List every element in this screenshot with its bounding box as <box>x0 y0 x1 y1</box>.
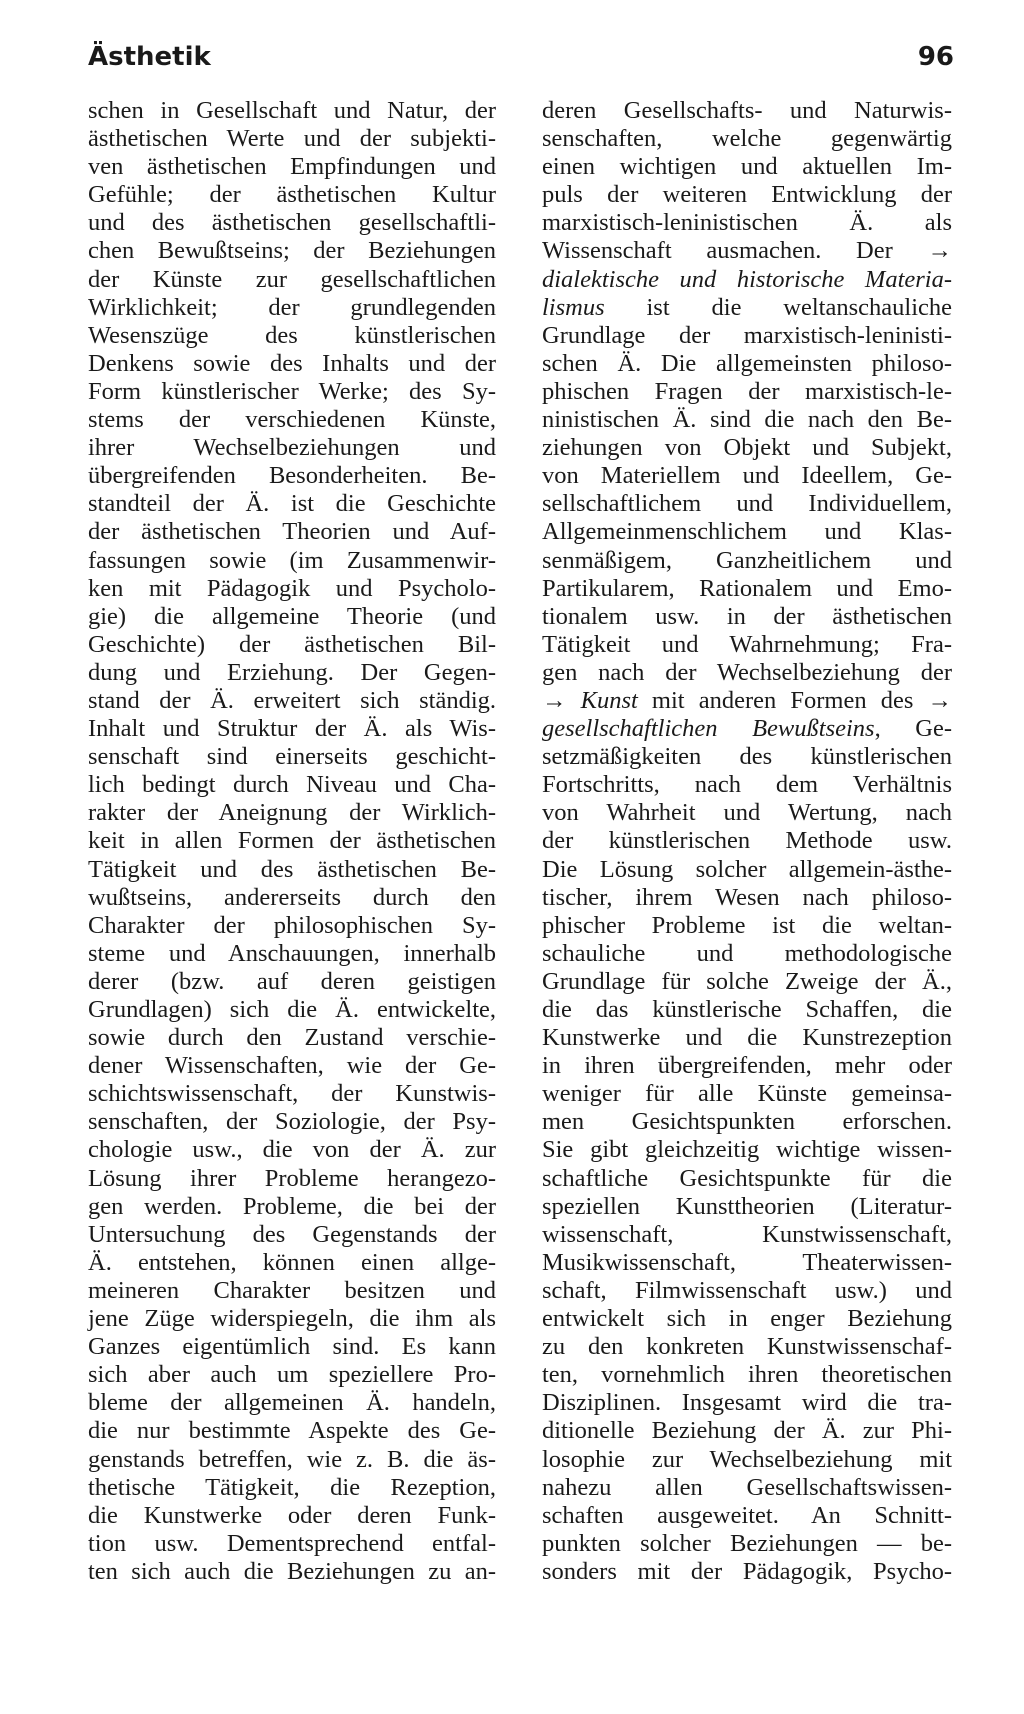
text-segment: senschaft sind einerseits geschicht- <box>88 743 496 771</box>
text-segment: Gefühle; der ästhetischen Kultur <box>88 181 496 209</box>
text-segment: sonders mit der Pädagogik, Psycho- <box>542 1557 952 1585</box>
text-segment: schen Ä. Die allgemeinsten philoso- <box>542 349 952 377</box>
text-segment: zu den konkreten Kunstwissenschaf- <box>542 1333 952 1361</box>
text-line <box>542 237 952 265</box>
text-line <box>542 912 952 940</box>
text-segment: Lösung ihrer Probleme herangezo- <box>88 1164 496 1192</box>
text-segment: Sie gibt gleichzeitig wichtige wissen- <box>542 1136 952 1164</box>
text-line <box>88 181 496 209</box>
text-line <box>88 1333 496 1361</box>
text-line <box>88 771 496 799</box>
text-segment: Kunstwerke und die Kunstrezeption <box>542 1024 952 1052</box>
text-line <box>88 237 496 265</box>
text-segment: einen wichtigen und aktuellen Im- <box>542 153 952 181</box>
text-segment: stand der Ä. erweitert sich ständig. <box>88 686 496 714</box>
text-line <box>88 1361 496 1389</box>
text-line <box>542 799 952 827</box>
text-segment: ziehungen von Objekt und Subjekt, <box>542 434 952 462</box>
text-line <box>88 1502 496 1530</box>
text-line <box>88 209 496 237</box>
text-segment: fassungen sowie (im Zusammenwir- <box>88 546 496 574</box>
text-segment: gie) die allgemeine Theorie (und <box>88 602 496 630</box>
text-segment: der Künste zur gesellschaftlichen <box>88 265 496 293</box>
text-line <box>88 350 496 378</box>
text-segment: schen in Gesellschaft und Natur, der <box>88 97 496 124</box>
text-segment: Ganzes eigentümlich sind. Es kann <box>88 1333 496 1361</box>
text-segment: ihrer Wechselbeziehungen und <box>88 434 496 462</box>
text-line <box>88 1052 496 1080</box>
text-segment: Ä. entstehen, können einen allge- <box>88 1248 496 1276</box>
text-segment: sowie durch den Zustand verschie- <box>88 1024 496 1052</box>
text-segment: übergreifenden Besonderheiten. Be- <box>88 462 496 490</box>
text-line <box>88 1193 496 1221</box>
text-line <box>542 1417 952 1445</box>
text-line <box>88 1221 496 1249</box>
text-segment: Fortschritts, nach dem Verhältnis <box>542 771 952 799</box>
text-line <box>88 715 496 743</box>
text-line <box>542 1277 952 1305</box>
text-line <box>88 1277 496 1305</box>
text-segment: deren Gesellschafts- und Naturwis- <box>542 97 952 124</box>
running-head <box>88 42 954 82</box>
text-segment: chen Bewußtseins; der Beziehungen <box>88 237 496 265</box>
text-line <box>542 1136 952 1164</box>
page-number: 96 <box>917 42 954 72</box>
text-segment: ten, vornehmlich ihren theoretischen <box>542 1361 952 1389</box>
text-line <box>542 266 952 294</box>
text-line <box>542 1080 952 1108</box>
text-line <box>542 1558 952 1586</box>
text-line <box>88 603 496 631</box>
text-segment: die das künstlerische Schaffen, die <box>542 996 952 1023</box>
text-segment: Wissenschaft ausmachen. Der → <box>542 237 952 265</box>
text-line <box>88 462 496 490</box>
text-line <box>542 1389 952 1417</box>
text-segment: sellschaftlichem und Individuellem, <box>542 490 952 518</box>
text-line <box>88 1024 496 1052</box>
text-line <box>88 1249 496 1277</box>
text-segment: lich bedingt durch Niveau und Cha- <box>88 771 496 799</box>
text-segment: weniger für alle Künste gemeinsa- <box>542 1080 952 1108</box>
text-segment: entwickelt sich in enger Beziehung <box>542 1305 952 1333</box>
text-line <box>88 125 496 153</box>
text-segment: punkten solcher Beziehungen — be- <box>542 1529 952 1557</box>
text-line <box>542 181 952 209</box>
text-segment: Grundlage der marxistisch-leninisti- <box>542 321 952 349</box>
text-line <box>88 884 496 912</box>
text-line <box>88 322 496 350</box>
text-line <box>88 97 496 125</box>
text-line <box>542 856 952 884</box>
text-line <box>542 294 952 322</box>
text-segment: , Ge- <box>874 715 952 743</box>
text-segment: der künstlerischen Methode usw. <box>542 827 952 855</box>
text-segment: Wirklichkeit; der grundlegenden <box>88 293 496 321</box>
text-segment: von Materiellem und Ideellem, Ge- <box>542 462 952 490</box>
text-line <box>542 968 952 996</box>
text-line <box>88 547 496 575</box>
text-segment: Partikularem, Rationalem und Emo- <box>542 574 952 602</box>
text-segment: setzmäßigkeiten des künstlerischen <box>542 743 952 771</box>
text-segment: Die Lösung solcher allgemein-ästhe- <box>542 855 952 883</box>
text-line <box>542 518 952 546</box>
text-segment: die nur bestimmte Aspekte des Ge- <box>88 1417 496 1445</box>
italic-term: dialektische und historische Materia- <box>542 265 952 293</box>
text-line <box>542 1530 952 1558</box>
text-line <box>88 1530 496 1558</box>
text-segment: Untersuchung des Gegenstands der <box>88 1220 496 1248</box>
text-line <box>88 266 496 294</box>
text-line <box>88 518 496 546</box>
text-segment: tischer, ihrem Wesen nach philoso- <box>542 883 952 911</box>
text-segment: losophie zur Wechselbeziehung mit <box>542 1445 952 1473</box>
text-line <box>88 1080 496 1108</box>
text-line <box>88 1108 496 1136</box>
text-segment: dung und Erziehung. Der Gegen- <box>88 658 496 686</box>
text-line <box>542 490 952 518</box>
text-segment: in ihren übergreifenden, mehr oder <box>542 1052 952 1080</box>
text-segment: Charakter der philosophischen Sy- <box>88 911 496 939</box>
text-segment: standteil der Ä. ist die Geschichte <box>88 490 496 518</box>
text-segment: schaft, Filmwissenschaft usw.) und <box>542 1276 952 1304</box>
text-segment: wissenschaft, Kunstwissenschaft, <box>542 1220 952 1248</box>
text-segment: von Wahrheit und Wertung, nach <box>542 799 952 827</box>
text-line <box>88 996 496 1024</box>
text-line <box>542 1305 952 1333</box>
text-line <box>542 884 952 912</box>
text-segment: dener Wissenschaften, wie der Ge- <box>88 1052 496 1080</box>
text-line <box>542 631 952 659</box>
text-line <box>542 209 952 237</box>
text-segment: chologie usw., die von der Ä. zur <box>88 1136 496 1164</box>
text-line <box>88 856 496 884</box>
text-segment: ditionelle Beziehung der Ä. zur Phi- <box>542 1417 952 1445</box>
text-line <box>542 153 952 181</box>
text-segment: ninistischen Ä. sind die nach den Be- <box>542 406 952 434</box>
text-line <box>88 1389 496 1417</box>
text-line <box>542 1446 952 1474</box>
text-segment: Tätigkeit und Wahrnehmung; Fra- <box>542 630 952 658</box>
text-line <box>542 350 952 378</box>
text-column-right <box>542 97 952 1586</box>
text-line <box>88 1305 496 1333</box>
text-line <box>88 968 496 996</box>
text-line <box>88 912 496 940</box>
text-segment: Form künstlerischer Werke; des Sy- <box>88 377 496 405</box>
text-line <box>542 1193 952 1221</box>
text-line <box>542 434 952 462</box>
text-line <box>88 1136 496 1164</box>
text-line <box>88 575 496 603</box>
text-line <box>88 490 496 518</box>
text-segment: Grundlagen) sich die Ä. entwickelte, <box>88 996 496 1023</box>
text-line <box>88 1165 496 1193</box>
text-segment: ten sich auch die Beziehungen zu an- <box>88 1557 496 1585</box>
text-segment: puls der weiteren Entwicklung der <box>542 181 952 209</box>
text-segment: Grundlage für solche Zweige der Ä., <box>542 967 952 995</box>
text-line <box>542 1502 952 1530</box>
text-segment: wußtseins, andererseits durch den <box>88 883 496 911</box>
text-segment: ästhetischen Werte und der subjekti- <box>88 125 496 153</box>
text-line <box>88 1417 496 1445</box>
text-segment: Allgemeinmenschlichem und Klas- <box>542 518 952 546</box>
text-line <box>542 1108 952 1136</box>
text-line <box>88 378 496 406</box>
text-line <box>542 771 952 799</box>
text-segment: ist die weltanschauliche <box>604 293 952 321</box>
page-title: Ästhetik <box>88 42 211 72</box>
text-segment: jene Züge widerspiegeln, die ihm als <box>88 1305 496 1333</box>
text-segment: genstands betreffen, wie z. B. die äs- <box>88 1445 496 1473</box>
text-segment: Disziplinen. Insgesamt wird die tra- <box>542 1389 952 1417</box>
text-segment: gen werden. Probleme, die bei der <box>88 1192 496 1220</box>
text-line <box>88 687 496 715</box>
text-line <box>542 996 952 1024</box>
text-segment: ken mit Pädagogik und Psycholo- <box>88 574 496 602</box>
text-segment: tionalem usw. in der ästhetischen <box>542 602 952 630</box>
text-segment: senmäßigem, Ganzheitlichem und <box>542 546 952 574</box>
italic-term: gesellschaftlichen Bewußtseins <box>542 715 875 743</box>
text-segment: schauliche und methodologische <box>542 939 952 967</box>
text-line <box>542 1249 952 1277</box>
text-segment: steme und Anschauungen, innerhalb <box>88 939 496 967</box>
text-segment: senschaften, welche gegenwärtig <box>542 125 952 153</box>
text-segment: ven ästhetischen Empfindungen und <box>88 153 496 181</box>
text-line <box>542 715 952 743</box>
text-line <box>542 1221 952 1249</box>
italic-term: lismus <box>542 293 605 321</box>
text-segment: Musikwissenschaft, Theaterwissen- <box>542 1248 952 1276</box>
text-segment: und des ästhetischen gesellschaftli- <box>88 209 496 237</box>
text-line <box>88 743 496 771</box>
text-line <box>88 1446 496 1474</box>
text-line <box>542 827 952 855</box>
text-line <box>542 378 952 406</box>
text-line <box>542 743 952 771</box>
text-line <box>542 659 952 687</box>
text-segment: schichtswissenschaft, der Kunstwis- <box>88 1080 496 1108</box>
text-segment: tion usw. Dementsprechend entfal- <box>88 1529 496 1557</box>
text-line <box>88 1474 496 1502</box>
text-segment: speziellen Kunsttheorien (Literatur- <box>542 1192 952 1220</box>
text-line <box>542 1474 952 1502</box>
text-segment: bleme der allgemeinen Ä. handeln, <box>88 1389 496 1417</box>
text-segment: derer (bzw. auf deren geistigen <box>88 967 496 995</box>
text-line <box>542 462 952 490</box>
text-segment: → <box>542 686 581 714</box>
text-line <box>542 125 952 153</box>
text-line <box>88 406 496 434</box>
text-segment: meineren Charakter besitzen und <box>88 1276 496 1304</box>
text-line <box>88 940 496 968</box>
text-line <box>542 575 952 603</box>
text-line <box>542 406 952 434</box>
text-segment: senschaften, der Soziologie, der Psy- <box>88 1108 496 1136</box>
text-line <box>88 294 496 322</box>
text-segment: phischen Fragen der marxistisch-le- <box>542 377 952 405</box>
text-segment: keit in allen Formen der ästhetischen <box>88 827 496 855</box>
text-segment: die Kunstwerke oder deren Funk- <box>88 1501 496 1529</box>
text-line <box>542 603 952 631</box>
italic-term: Kunst <box>580 686 638 714</box>
text-column-left <box>88 97 496 1586</box>
text-line <box>88 631 496 659</box>
text-line <box>88 434 496 462</box>
text-segment: rakter der Aneignung der Wirklich- <box>88 799 496 827</box>
text-line <box>542 940 952 968</box>
text-segment: gen nach der Wechselbeziehung der <box>542 658 952 686</box>
text-segment: Geschichte) der ästhetischen Bil- <box>88 630 496 658</box>
text-segment: nahezu allen Gesellschaftswissen- <box>542 1473 952 1501</box>
text-line <box>542 1052 952 1080</box>
text-line <box>542 322 952 350</box>
text-segment: thetische Tätigkeit, die Rezeption, <box>88 1473 496 1501</box>
text-segment: Denkens sowie des Inhalts und der <box>88 349 496 377</box>
text-segment: schaftliche Gesichtspunkte für die <box>542 1164 952 1192</box>
text-segment: men Gesichtspunkten erforschen. <box>542 1108 952 1136</box>
text-segment: Wesenszüge des künstlerischen <box>88 321 496 349</box>
text-segment: Tätigkeit und des ästhetischen Be- <box>88 855 496 883</box>
text-line <box>542 1333 952 1361</box>
text-line <box>542 1024 952 1052</box>
text-segment: schaften ausgeweitet. An Schnitt- <box>542 1501 952 1529</box>
text-line <box>542 1361 952 1389</box>
text-segment: der ästhetischen Theorien und Auf- <box>88 518 496 546</box>
text-line <box>542 1165 952 1193</box>
text-line <box>88 153 496 181</box>
text-segment: Inhalt und Struktur der Ä. als Wis- <box>88 715 496 743</box>
text-line <box>88 659 496 687</box>
text-segment: marxistisch-leninistischen Ä. als <box>542 209 952 237</box>
text-line <box>88 827 496 855</box>
text-line <box>542 687 952 715</box>
text-line <box>88 799 496 827</box>
text-segment: mit anderen Formen des → <box>637 686 952 714</box>
text-line <box>542 97 952 125</box>
text-line <box>88 1558 496 1586</box>
text-line <box>542 547 952 575</box>
text-segment: sich aber auch um speziellere Pro- <box>88 1361 496 1389</box>
text-segment: stems der verschiedenen Künste, <box>88 406 496 434</box>
text-segment: phischer Probleme ist die weltan- <box>542 911 952 939</box>
